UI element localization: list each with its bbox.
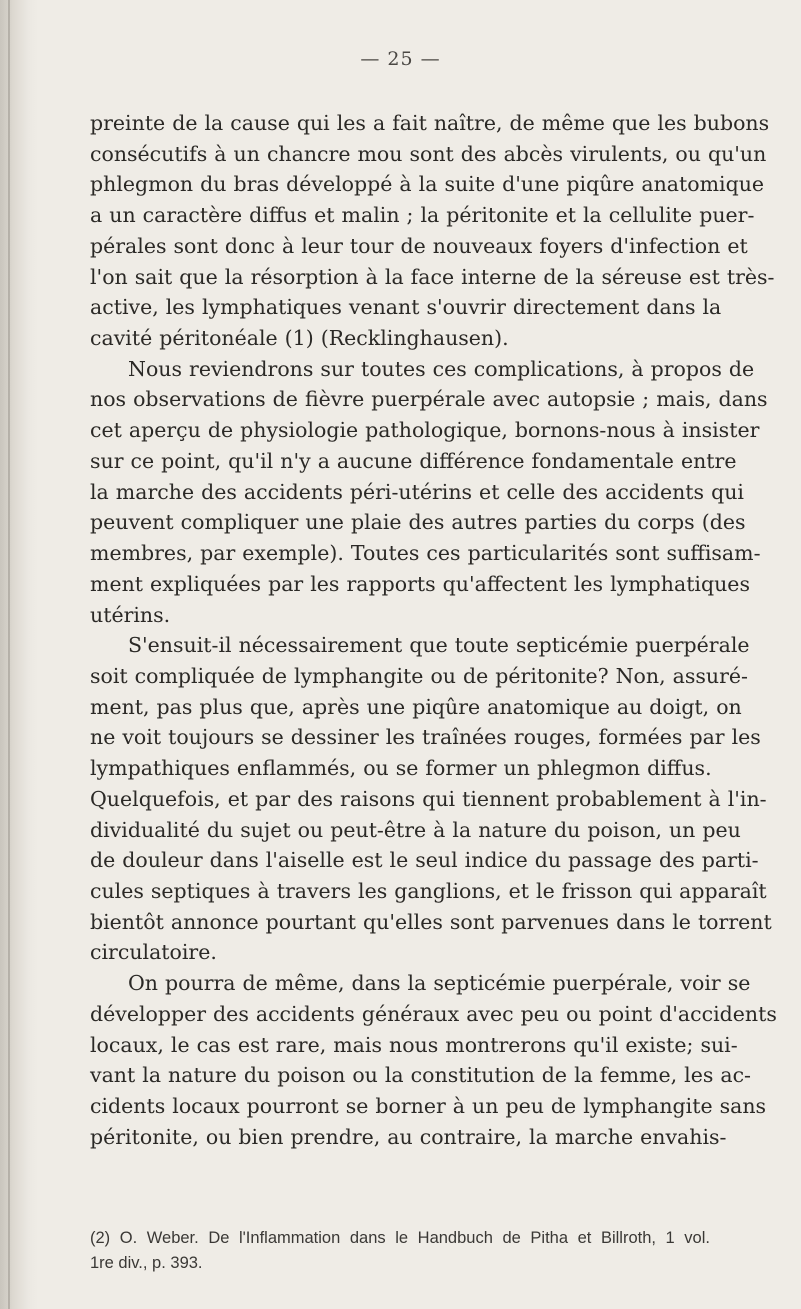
footnote-line: (2) O. Weber. De l'Inflammation dans le Handbuch de Pitha et Billroth, 1 vol. bbox=[90, 1229, 710, 1247]
text-line: circulatoire. bbox=[90, 940, 217, 965]
text-line: cules septiques à travers les ganglions, et le frisson qui apparaît bbox=[90, 878, 767, 903]
paragraph-start: On pourra de même, dans la septicémie puerpérale, voir se bbox=[128, 971, 751, 996]
text-line: utérins. bbox=[90, 602, 171, 627]
text-line: nos observations de fièvre puerpérale avec autopsie ; mais, dans bbox=[90, 387, 768, 412]
text-line: a un caractère diffus et malin ; la péritonite et la cellulite puer- bbox=[90, 203, 755, 228]
text-line: ne voit toujours se dessiner les traînées rouges, formées par les bbox=[90, 725, 761, 750]
page-edge-shadow bbox=[0, 0, 38, 1309]
body-text bbox=[90, 108, 777, 1152]
footnote-line: 1re div., p. 393. bbox=[90, 1254, 203, 1272]
text-line: cet aperçu de physiologie pathologique, bornons-nous à insister bbox=[90, 418, 760, 443]
text-line: Quelquefois, et par des raisons qui tiennent probablement à l'in- bbox=[90, 786, 767, 811]
text-line: la marche des accidents péri-utérins et celle des accidents qui bbox=[90, 479, 744, 504]
text-line: développer des accidents généraux avec peu ou point d'accidents bbox=[90, 1001, 777, 1026]
text-line: ment, pas plus que, après une piqûre anatomique au doigt, on bbox=[90, 694, 742, 719]
text-line: active, les lymphatiques venant s'ouvrir directement dans la bbox=[90, 295, 722, 320]
text-line: sur ce point, qu'il n'y a aucune différence fondamentale entre bbox=[90, 448, 737, 473]
text-line: cavité péritonéale (1) (Recklinghausen). bbox=[90, 326, 509, 351]
text-line: péritonite, ou bien prendre, au contraire, la marche envahis- bbox=[90, 1124, 727, 1149]
text-line: dividualité du sujet ou peut-être à la nature du poison, un peu bbox=[90, 817, 741, 842]
text-line: lympathiques enflammés, ou se former un phlegmon diffus. bbox=[90, 756, 712, 781]
text-line: consécutifs à un chancre mou sont des abcès virulents, ou qu'un bbox=[90, 141, 767, 166]
paragraph-start: S'ensuit-il nécessairement que toute septicémie puerpérale bbox=[128, 633, 750, 658]
footnote bbox=[90, 1226, 710, 1276]
text-line: pérales sont donc à leur tour de nouveaux foyers d'infection et bbox=[90, 233, 748, 258]
page-number: — 25 — bbox=[360, 48, 441, 70]
paragraph-start: Nous reviendrons sur toutes ces complications, à propos de bbox=[128, 356, 755, 381]
text-line: vant la nature du poison ou la constitution de la femme, les ac- bbox=[90, 1063, 751, 1088]
text-line: soit compliquée de lymphangite ou de péritonite? Non, assuré- bbox=[90, 663, 748, 688]
text-line: phlegmon du bras développé à la suite d'une piqûre anatomique bbox=[90, 172, 765, 197]
text-line: cidents locaux pourront se borner à un peu de lymphangite sans bbox=[90, 1094, 767, 1118]
text-line: de douleur dans l'aiselle est le seul indice du passage des parti- bbox=[90, 848, 759, 873]
text-line: locaux, le cas est rare, mais nous montrerons qu'il existe; sui- bbox=[90, 1032, 738, 1057]
text-line: ment expliquées par les rapports qu'affectent les lymphatiques bbox=[90, 571, 750, 596]
text-line: l'on sait que la résorption à la face interne de la séreuse est très- bbox=[90, 264, 775, 289]
text-line: peuvent compliquer une plaie des autres parties du corps (des bbox=[90, 510, 746, 535]
text-line: preinte de la cause qui les a fait naître, de même que les bubons bbox=[90, 111, 770, 135]
text-line: membres, par exemple). Toutes ces particularités sont suffisam- bbox=[90, 541, 761, 566]
text-line: bientôt annonce pourtant qu'elles sont parvenues dans le torrent bbox=[90, 909, 772, 934]
binding-edge bbox=[8, 0, 10, 1309]
